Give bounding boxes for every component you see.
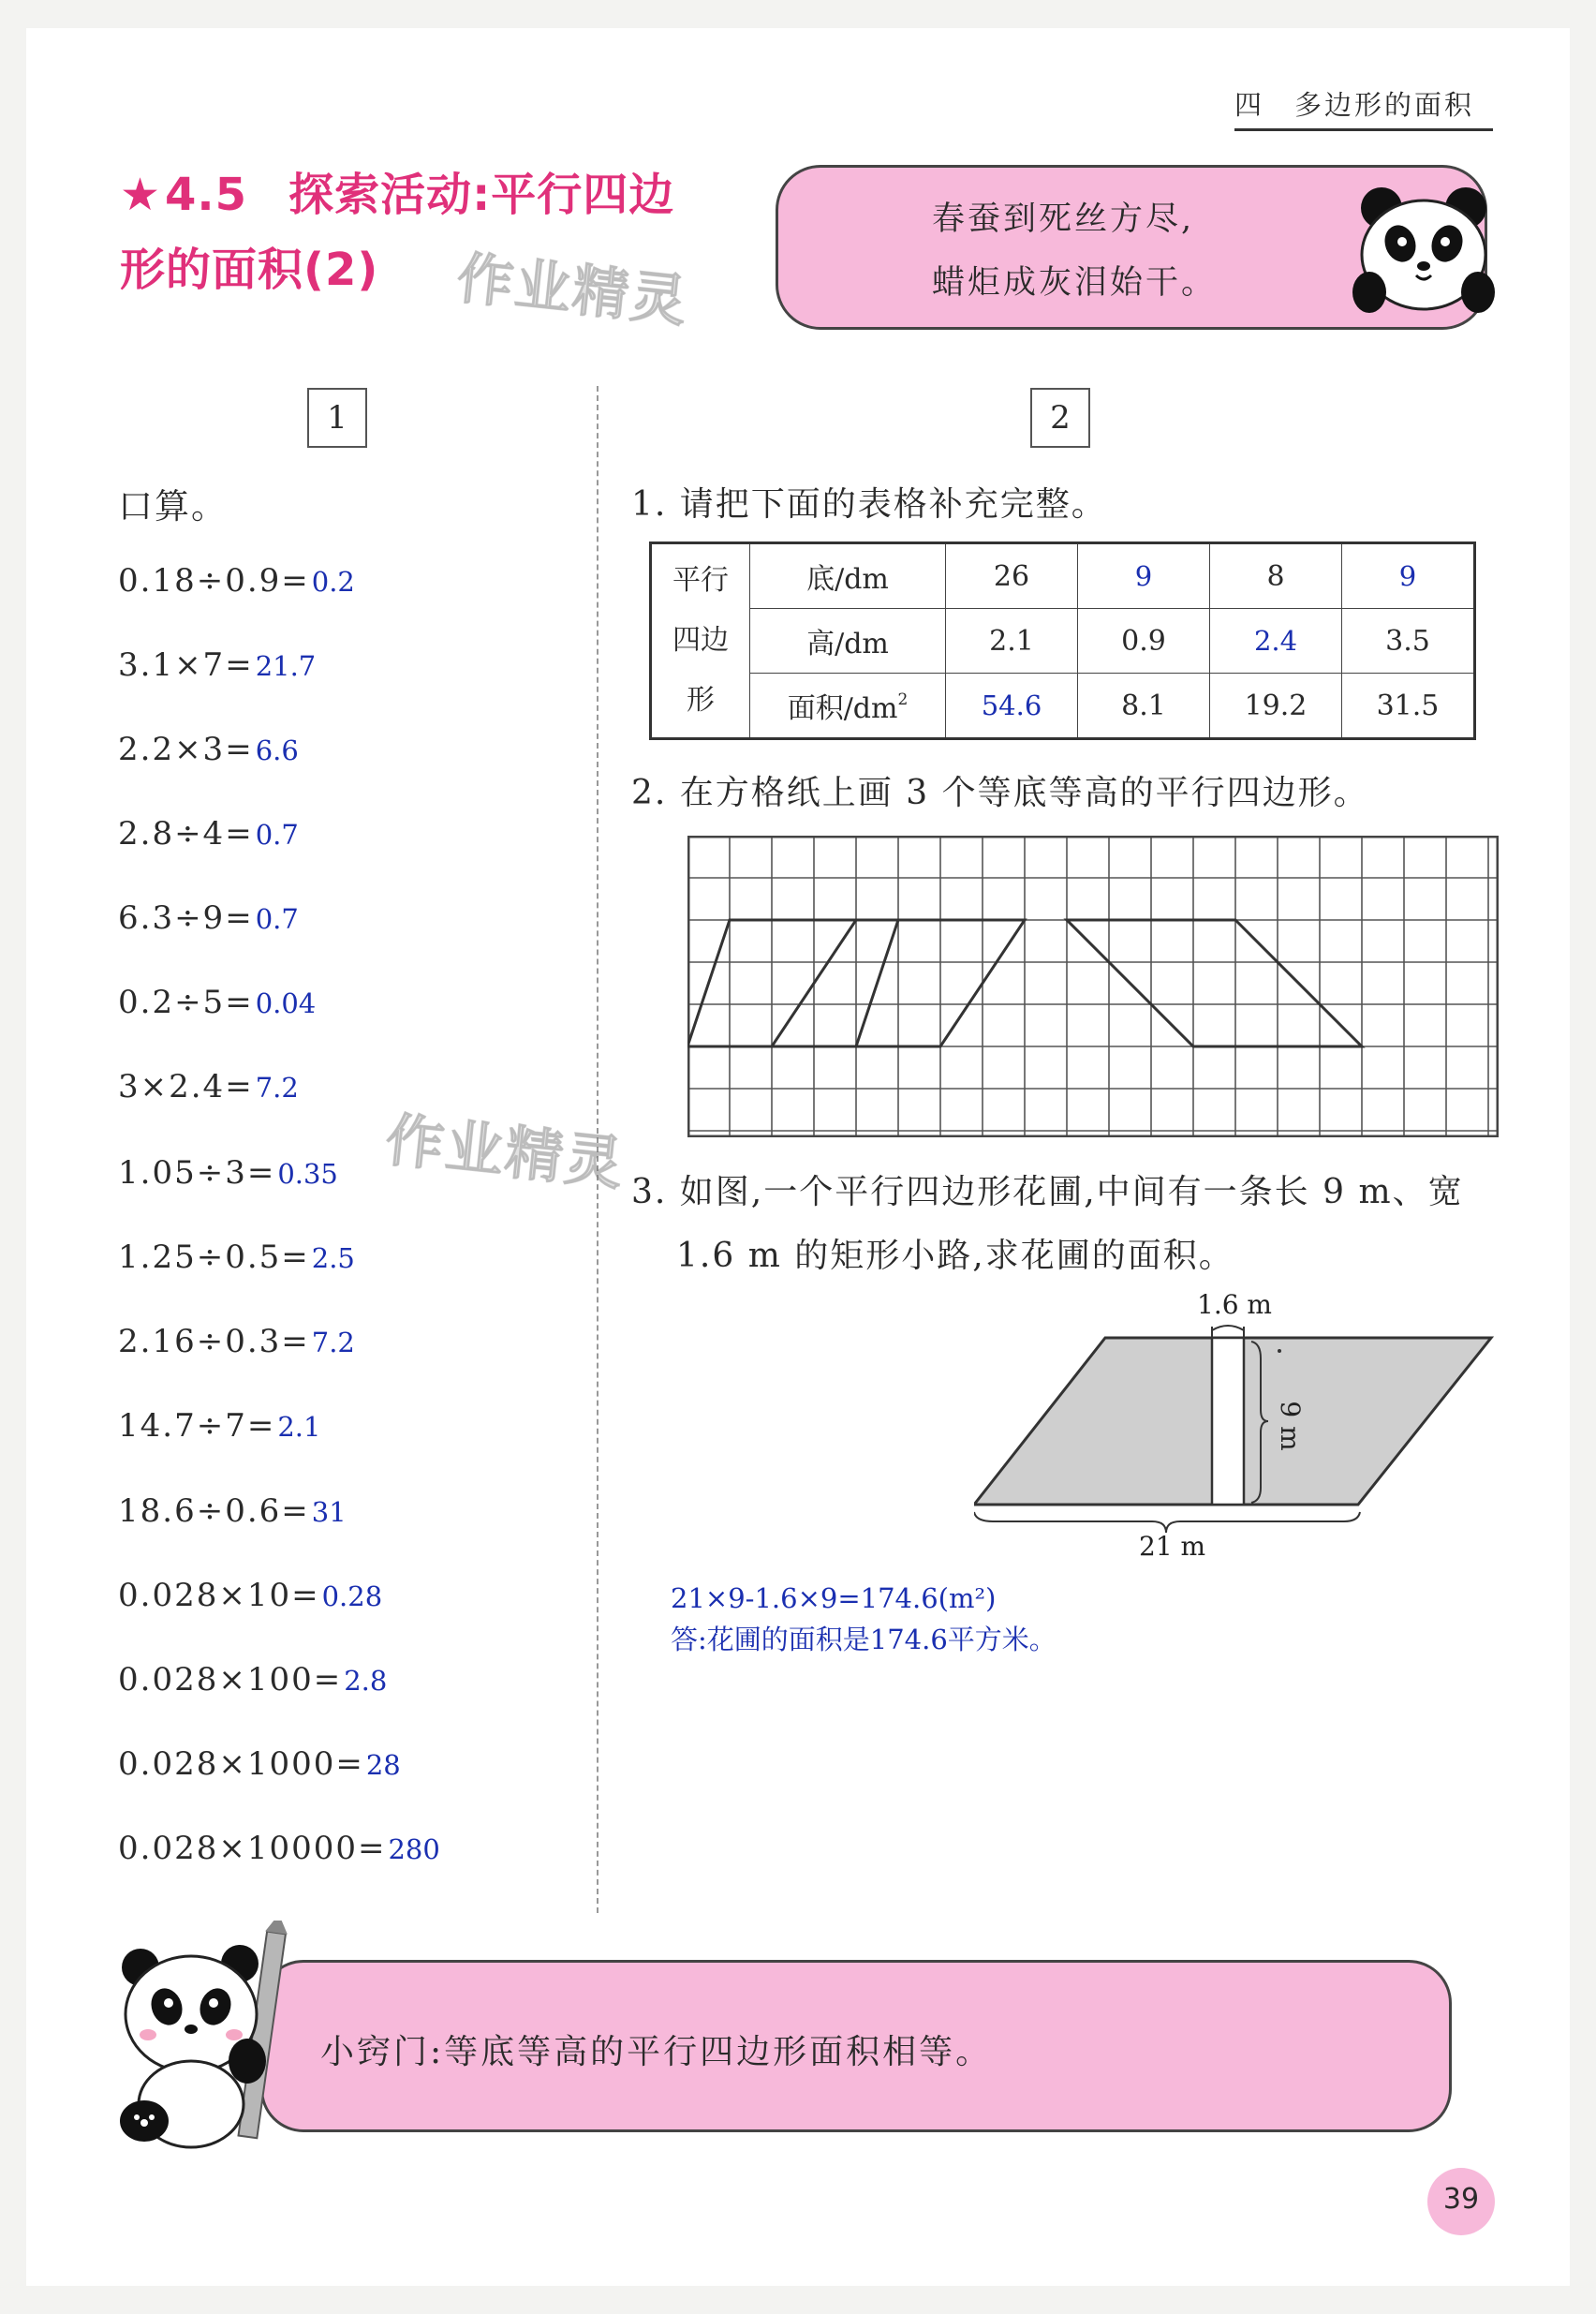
calc-item bbox=[118, 1745, 401, 1783]
calc-answer: 0.2 bbox=[311, 566, 355, 598]
base-label: 底/dm bbox=[750, 543, 946, 609]
row-header-line: 平行 bbox=[672, 564, 729, 597]
drawn-parallelogram-1 bbox=[687, 920, 898, 1046]
section-1-number: 1 bbox=[307, 388, 367, 448]
table-cell: 26 bbox=[946, 543, 1078, 609]
calc-item bbox=[118, 1830, 440, 1867]
calc-answer: 7.2 bbox=[311, 1327, 355, 1358]
calc-question: 3.1×7= bbox=[118, 646, 254, 684]
calc-item bbox=[118, 1492, 347, 1530]
garden-figure bbox=[974, 1283, 1499, 1565]
section-2-number: 2 bbox=[1030, 388, 1090, 448]
row-header-line: 形 bbox=[687, 684, 715, 717]
calc-item bbox=[118, 646, 316, 684]
calc-item bbox=[118, 1661, 387, 1698]
calc-question: 2.16÷0.3= bbox=[118, 1323, 310, 1360]
calc-item bbox=[118, 1407, 320, 1445]
calc-question: 14.7÷7= bbox=[118, 1407, 276, 1445]
path-width-brace bbox=[1212, 1326, 1244, 1330]
calc-item bbox=[118, 815, 299, 853]
calc-question: 0.028×1000= bbox=[118, 1745, 364, 1783]
table-cell-answer: 9 bbox=[1342, 543, 1475, 609]
garden-path bbox=[1212, 1338, 1244, 1505]
table-cell-answer: 9 bbox=[1078, 543, 1210, 609]
height-label: 9 m bbox=[1275, 1401, 1306, 1451]
calc-answer: 0.35 bbox=[277, 1158, 338, 1190]
question-2: 2. 在方格纸上画 3 个等底等高的平行四边形。 bbox=[631, 774, 1369, 812]
watermark: 作业精灵 bbox=[453, 245, 692, 335]
calc-item bbox=[118, 984, 316, 1021]
calc-item bbox=[118, 899, 299, 937]
table-cell: 0.9 bbox=[1078, 609, 1210, 674]
base-brace bbox=[974, 1512, 1360, 1533]
table-cell: 8 bbox=[1210, 543, 1342, 609]
section-1-instruction: 口算。 bbox=[118, 486, 228, 527]
table-cell: 2.1 bbox=[946, 609, 1078, 674]
calc-question: 1.25÷0.5= bbox=[118, 1239, 310, 1276]
grid-paper bbox=[687, 836, 1499, 1137]
calc-item bbox=[118, 731, 299, 768]
row-header bbox=[651, 543, 750, 739]
calc-answer: 6.6 bbox=[255, 734, 299, 766]
calc-item bbox=[118, 1068, 299, 1105]
calc-question: 18.6÷0.6= bbox=[118, 1492, 310, 1530]
table-cell: 19.2 bbox=[1210, 674, 1342, 739]
calc-answer: 31 bbox=[311, 1496, 347, 1528]
calc-question: 0.028×100= bbox=[118, 1661, 343, 1698]
grid-border bbox=[688, 837, 1498, 1136]
question-3-line-1: 3. 如图,一个平行四边形花圃,中间有一条长 9 m、宽 bbox=[631, 1173, 1464, 1211]
height-label: 高/dm bbox=[750, 609, 946, 674]
calc-answer: 2.8 bbox=[344, 1665, 388, 1697]
watermark: 作业精灵 bbox=[382, 1105, 628, 1199]
panda-with-pencil-icon bbox=[111, 1921, 317, 2155]
table-cell: 31.5 bbox=[1342, 674, 1475, 739]
chapter-header: 四 多边形的面积 bbox=[1234, 84, 1493, 131]
calc-answer: 280 bbox=[388, 1833, 440, 1865]
solution-answer: 答:花圃的面积是174.6平方米。 bbox=[671, 1624, 1057, 1655]
question-1: 1. 请把下面的表格补充完整。 bbox=[631, 485, 1107, 524]
calc-question: 2.2×3= bbox=[118, 731, 254, 768]
marker-dot bbox=[1278, 1349, 1281, 1353]
quote-line-1: 春蚕到死丝方尽, bbox=[932, 200, 1195, 238]
area-label bbox=[750, 674, 946, 739]
path-width-label: 1.6 m bbox=[1197, 1289, 1272, 1320]
area-label-text: 面积/dm bbox=[787, 692, 898, 725]
calc-answer: 2.5 bbox=[311, 1242, 355, 1274]
question-3-line-2: 1.6 m 的矩形小路,求花圃的面积。 bbox=[676, 1237, 1234, 1275]
calc-question: 0.2÷5= bbox=[118, 984, 254, 1021]
calc-answer: 28 bbox=[365, 1749, 401, 1781]
row-header-line: 四边 bbox=[672, 624, 729, 657]
calc-answer: 0.28 bbox=[321, 1580, 383, 1612]
tip-text: 小窍门:等底等高的平行四边形面积相等。 bbox=[320, 2033, 993, 2071]
calc-item bbox=[118, 1577, 382, 1614]
calc-question: 0.028×10000= bbox=[118, 1830, 387, 1867]
calc-question: 1.05÷3= bbox=[118, 1154, 276, 1192]
table-cell: 3.5 bbox=[1342, 609, 1475, 674]
quote-text bbox=[932, 187, 1217, 315]
calc-item bbox=[118, 1323, 355, 1360]
calc-question: 0.028×10= bbox=[118, 1577, 320, 1614]
calc-answer: 7.2 bbox=[255, 1072, 299, 1104]
grid-lines bbox=[687, 836, 1497, 1135]
calc-question: 0.18÷0.9= bbox=[118, 562, 310, 600]
title-line-2: 形的面积(2) bbox=[120, 244, 379, 296]
base-label: 21 m bbox=[1139, 1531, 1206, 1562]
calc-question: 6.3÷9= bbox=[118, 899, 254, 937]
calc-answer: 0.7 bbox=[255, 903, 299, 935]
area-unit-superscript: 2 bbox=[897, 690, 909, 709]
panda-icon bbox=[1349, 180, 1499, 320]
calc-question: 3×2.4= bbox=[118, 1068, 254, 1105]
parallelogram-table bbox=[649, 541, 1476, 740]
page-number: 39 bbox=[1442, 2183, 1480, 2216]
quote-line-2: 蜡炬成灰泪始干。 bbox=[932, 264, 1218, 302]
table-cell-answer: 2.4 bbox=[1210, 609, 1342, 674]
solution-equation: 21×9-1.6×9=174.6(m²) bbox=[671, 1582, 997, 1614]
star-icon: ★ bbox=[120, 169, 162, 221]
lesson-number: 4.5 bbox=[165, 169, 248, 221]
calc-answer: 0.7 bbox=[255, 819, 299, 851]
calc-question: 2.8÷4= bbox=[118, 815, 254, 853]
calc-answer: 2.1 bbox=[277, 1411, 321, 1443]
table-cell: 8.1 bbox=[1078, 674, 1210, 739]
calc-item bbox=[118, 1154, 338, 1192]
drawn-parallelogram-3 bbox=[1067, 920, 1362, 1046]
solution bbox=[671, 1578, 1057, 1660]
title-line-1: 探索活动:平行四边 bbox=[288, 169, 675, 221]
calc-answer: 21.7 bbox=[255, 650, 317, 682]
calc-item bbox=[118, 1239, 355, 1276]
table-cell-answer: 54.6 bbox=[946, 674, 1078, 739]
calc-answer: 0.04 bbox=[255, 987, 317, 1019]
calc-item bbox=[118, 562, 355, 600]
